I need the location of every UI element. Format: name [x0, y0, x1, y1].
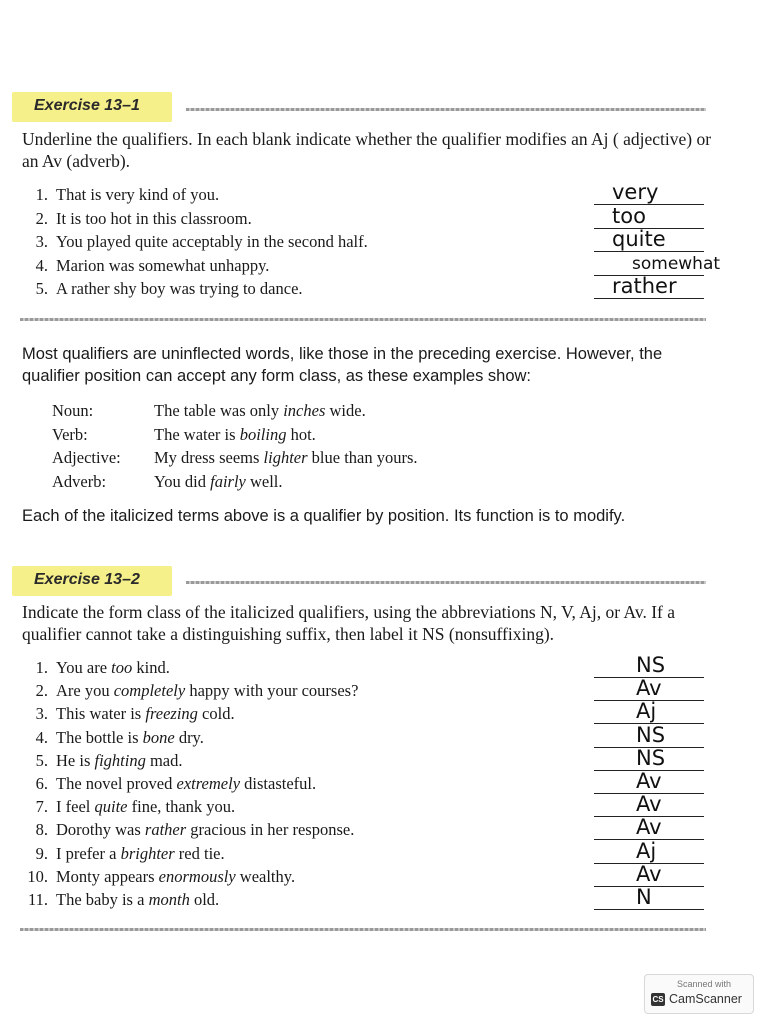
item-text: This water is — [56, 704, 146, 724]
answer-blank[interactable] — [594, 909, 704, 910]
item-number: 6. — [35, 774, 48, 793]
item-qualifier: rather — [144, 820, 187, 840]
example-text: hot. — [286, 424, 316, 444]
camscanner-watermark — [644, 974, 754, 1014]
item-number: 5. — [35, 279, 48, 298]
item-qualifier: month — [148, 890, 190, 909]
item-qualifier: quite — [94, 797, 128, 817]
item-text: A rather shy boy was trying to dance. — [56, 279, 303, 298]
handwritten-answer: too — [612, 203, 646, 228]
item-number: 10. — [27, 866, 48, 886]
item-text: cold. — [197, 704, 235, 724]
example-qualifier: lighter — [263, 448, 308, 467]
example-qualifier: fairly — [210, 471, 246, 491]
divider — [20, 928, 706, 931]
watermark-brand: CamScanner — [669, 992, 742, 1006]
item-qualifier: enormously — [158, 866, 236, 886]
item-qualifier: fighting — [94, 750, 146, 770]
exercise-item — [22, 819, 354, 841]
watermark-caption: Scanned with — [677, 979, 732, 989]
exercise-item — [22, 703, 235, 725]
example-text: The table was only — [154, 401, 284, 420]
exercise-item — [22, 773, 316, 795]
example-sentence — [154, 424, 316, 446]
example-text: You did — [154, 471, 211, 491]
item-number: 8. — [35, 820, 48, 840]
answer-blank[interactable] — [594, 298, 704, 299]
example-sentence — [154, 471, 283, 493]
example-qualifier: inches — [283, 401, 326, 420]
item-text: dry. — [174, 727, 204, 747]
item-number: 9. — [35, 843, 48, 863]
example-label: Verb: — [52, 424, 88, 444]
item-text: gracious in her response. — [186, 820, 355, 840]
divider — [20, 318, 706, 321]
exercise-item — [22, 255, 269, 277]
exercise-item — [22, 184, 219, 206]
item-text: I prefer a — [56, 843, 121, 863]
handwritten-answer: rather — [612, 274, 677, 298]
handwritten-answer: NS — [636, 745, 666, 770]
item-text: That is very kind of you. — [56, 185, 220, 204]
handwritten-answer: Av — [636, 815, 662, 840]
item-number: 1. — [35, 658, 48, 677]
item-text: kind. — [132, 658, 170, 677]
example-sentence — [154, 400, 366, 422]
example-text: blue than yours. — [307, 448, 418, 467]
example-qualifier: boiling — [239, 424, 287, 444]
exercise-item — [22, 727, 204, 749]
item-qualifier: brighter — [120, 843, 175, 863]
handwritten-answer: Av — [636, 769, 662, 793]
exercise-item — [22, 278, 303, 300]
exercise-item — [22, 680, 358, 702]
exercise-13-1-heading — [12, 92, 172, 122]
item-text: Are you — [56, 681, 114, 701]
item-text: The bottle is — [56, 727, 143, 747]
item-number: 2. — [35, 681, 48, 701]
exercise-13-2-instructions: Indicate the form class of the italicized qualifiers, using the abbreviations N, V, Aj, or Av. If a qualifier cannot take a distinguishing suffix, then label it NS (nonsuffixing). — [22, 602, 675, 644]
divider — [186, 108, 706, 111]
exercise-item — [22, 866, 295, 888]
item-text: Marion was somewhat unhappy. — [56, 255, 270, 275]
item-number: 3. — [35, 704, 48, 724]
camscanner-logo-icon: CS — [652, 995, 664, 1004]
item-text: You are — [56, 658, 112, 677]
example-label: Adverb: — [52, 471, 107, 491]
item-text: wealthy. — [235, 866, 296, 886]
handwritten-answer: Av — [636, 676, 662, 701]
item-qualifier: bone — [142, 727, 175, 747]
handwritten-answer: somewhat — [632, 253, 721, 274]
explanation-paragraph-2: Each of the italicized terms above is a qualifier by position. Its function is to modify. — [22, 507, 626, 525]
handwritten-answer: Aj — [636, 699, 657, 724]
exercise-item — [22, 750, 183, 772]
item-text: fine, thank you. — [127, 797, 236, 817]
item-number: 3. — [35, 232, 48, 251]
item-text: red tie. — [174, 843, 225, 863]
exercise-item — [22, 796, 235, 818]
exercise-item — [22, 657, 170, 679]
example-label: Noun: — [52, 401, 94, 420]
example-text: wide. — [325, 401, 366, 420]
handwritten-answer: Av — [636, 861, 662, 886]
handwritten-answer: Av — [636, 792, 662, 817]
item-text: The baby is a — [56, 890, 149, 909]
exercise-item — [22, 889, 219, 911]
item-text: mad. — [145, 750, 183, 770]
item-text: I feel — [56, 797, 95, 817]
item-qualifier: freezing — [145, 704, 198, 724]
example-sentence — [154, 447, 418, 469]
item-number: 2. — [35, 208, 48, 228]
exercise-13-1-instructions: Underline the qualifiers. In each blank indicate whether the qualifier modifies an Aj ( adjective) or an Av (adverb). — [22, 129, 712, 171]
item-qualifier: too — [111, 658, 133, 677]
exercise-item — [22, 843, 225, 865]
example-text: The water is — [154, 424, 240, 444]
divider — [186, 581, 706, 584]
item-text: It is too hot in this classroom. — [56, 208, 252, 228]
item-text: The novel proved — [56, 774, 177, 793]
item-qualifier: extremely — [176, 774, 241, 793]
handwritten-answer: very — [612, 180, 659, 204]
item-number: 7. — [35, 797, 48, 817]
exercise-13-2-title: Exercise 13–2 — [34, 571, 140, 588]
item-text: Dorothy was — [56, 820, 145, 840]
explanation-paragraph-1: Most qualifiers are uninflected words, like those in the preceding exercise. However, the qualifier position can accept any form class, as these examples show: — [22, 345, 663, 385]
answer-blank[interactable] — [594, 204, 704, 205]
item-text: He is — [56, 750, 95, 770]
handwritten-answer: quite — [612, 227, 666, 251]
item-text: old. — [189, 890, 220, 909]
example-text: My dress seems — [154, 448, 264, 467]
item-qualifier: completely — [113, 681, 186, 701]
item-number: 11. — [27, 890, 48, 909]
item-text: You played quite acceptably in the second half. — [56, 232, 368, 251]
exercise-item — [22, 208, 252, 230]
handwritten-answer: Aj — [636, 838, 657, 863]
item-text: distasteful. — [240, 774, 317, 793]
handwritten-answer: NS — [636, 653, 666, 677]
item-number: 1. — [35, 185, 48, 204]
exercise-13-2-heading — [12, 566, 172, 596]
item-text: Monty appears — [56, 866, 159, 886]
handwritten-answer: NS — [636, 722, 666, 747]
item-number: 4. — [35, 727, 48, 747]
example-text: well. — [245, 471, 283, 491]
exercise-item — [22, 231, 368, 253]
exercise-13-1-title: Exercise 13–1 — [34, 97, 140, 114]
example-label: Adjective: — [52, 448, 121, 467]
answer-blank[interactable] — [594, 251, 704, 252]
item-text: happy with your courses? — [185, 681, 359, 701]
handwritten-answer: N — [636, 885, 652, 909]
item-number: 5. — [35, 750, 48, 770]
item-number: 4. — [35, 255, 48, 275]
